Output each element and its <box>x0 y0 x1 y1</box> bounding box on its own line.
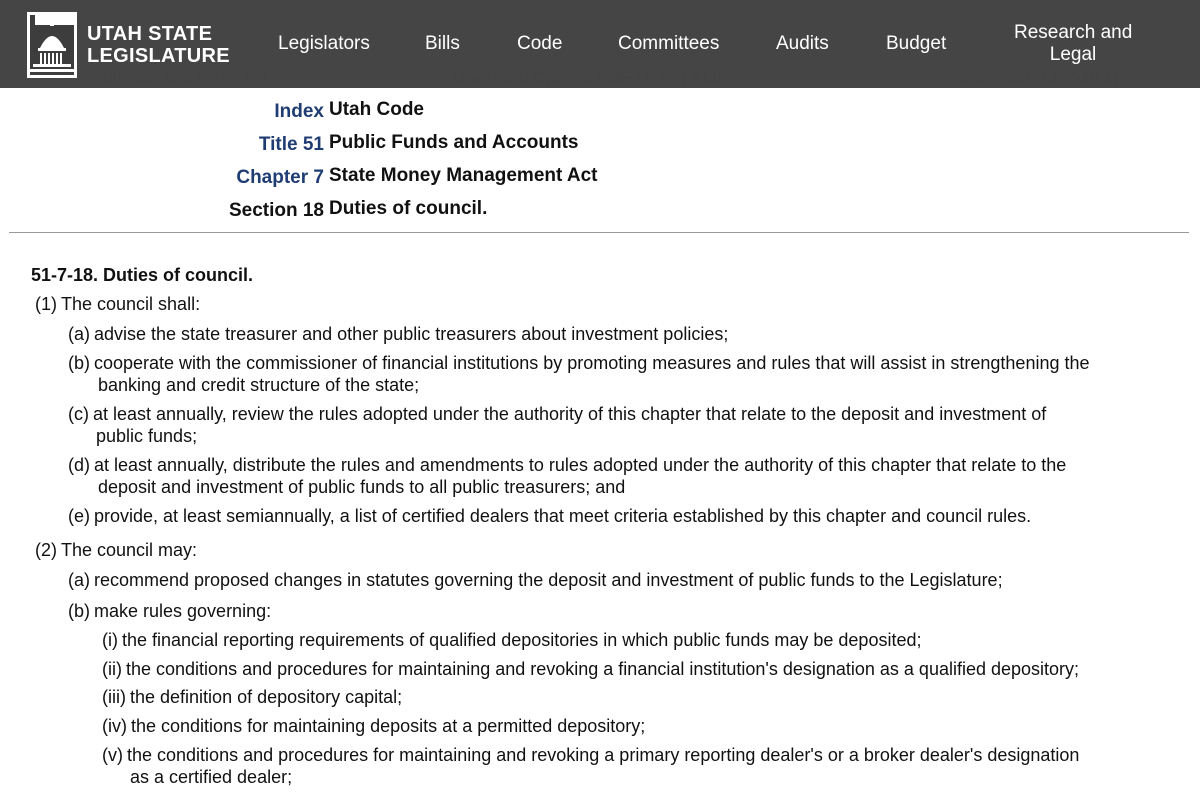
section-heading: 51-7-18. Duties of council. <box>31 265 254 285</box>
site-name: UTAH STATE LEGISLATURE <box>87 23 230 67</box>
list-item-1b-cont: banking and credit structure of the state; <box>98 375 420 395</box>
nav-research-and-legal[interactable]: Research and Legal <box>1014 22 1133 65</box>
breadcrumb <box>0 97 760 229</box>
list-item-2b-ii: (ii) the conditions and procedures for maintaining and revoking a financial institution's designation as a qualified depository; <box>102 659 1080 679</box>
list-item-2b: (b) make rules governing: <box>68 601 272 621</box>
list-item-2b-iii: (iii) the definition of depository capital; <box>102 687 403 707</box>
breadcrumb-title-value: Public Funds and Accounts <box>329 132 579 153</box>
nav-budget[interactable]: Budget <box>886 33 947 54</box>
list-item-2b-v: (v) the conditions and procedures for maintaining and revoking a primary reporting dealer's or a broker dealer's designation <box>102 745 1080 765</box>
divider <box>9 232 1189 233</box>
list-item-1b: (b) cooperate with the commissioner of financial institutions by promoting measures and rules that will assist in strengthening the <box>68 353 1090 373</box>
breadcrumb-chapter-link[interactable]: Chapter 7 <box>236 167 324 188</box>
subsection-2: (2) The council may: <box>35 540 198 560</box>
list-item-1c-cont: public funds; <box>96 426 198 446</box>
site-header <box>0 0 1200 88</box>
breadcrumb-section <box>0 196 760 229</box>
breadcrumb-index-value: Utah Code <box>329 99 424 120</box>
list-item-2b-i: (i) the financial reporting requirements of qualified depositories in which public funds may be deposited; <box>102 630 922 650</box>
subsection-1 <box>35 293 200 315</box>
list-item-2b-iv: (iv) the conditions for maintaining deposits at a permitted depository; <box>102 716 646 736</box>
list-item-1c: (c) at least annually, review the rules adopted under the authority of this chapter that relate to the deposit and investment of <box>68 404 1047 424</box>
nav-bills[interactable]: Bills <box>425 33 460 54</box>
site-logo[interactable] <box>27 10 232 80</box>
nav-legislators[interactable]: Legislators <box>278 33 370 54</box>
list-item-2a: (a) recommend proposed changes in statutes governing the deposit and investment of public funds to the Legislature; <box>68 570 1003 590</box>
breadcrumb-section-label: Section 18 <box>228 200 324 221</box>
capitol-icon <box>27 12 77 78</box>
breadcrumb-section-value: Duties of council. <box>329 198 488 219</box>
breadcrumb-chapter <box>0 163 760 196</box>
list-item-2b-v-cont: as a certified dealer; <box>130 767 293 787</box>
list-item-1e: (e) provide, at least semiannually, a list of certified dealers that meet criteria established by this chapter and council rules. <box>68 506 1032 526</box>
list-item-1d-cont: deposit and investment of public funds to all public treasurers; and <box>98 477 626 497</box>
nav-code[interactable]: Code <box>517 33 563 54</box>
breadcrumb-title <box>0 130 760 163</box>
subsection-label: (1) <box>35 294 57 314</box>
nav-audits[interactable]: Audits <box>776 33 829 54</box>
breadcrumb-title-link[interactable]: Title 51 <box>258 134 324 155</box>
list-item-1d: (d) at least annually, distribute the rules and amendments to rules adopted under the authority of this chapter that relate to the <box>68 455 1067 475</box>
list-item-1a: (a) advise the state treasurer and other public treasurers about investment policies; <box>68 324 729 344</box>
breadcrumb-chapter-value: State Money Management Act <box>329 165 598 186</box>
breadcrumb-index-link[interactable]: Index <box>274 101 324 122</box>
subsection-text: The council shall: <box>61 294 201 314</box>
breadcrumb-index <box>0 97 760 130</box>
nav-committees[interactable]: Committees <box>618 33 720 54</box>
